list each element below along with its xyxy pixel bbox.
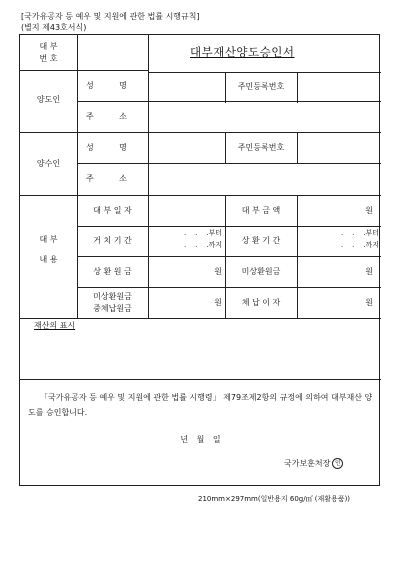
loan-date-label: 대 부 일 자 [93,206,132,215]
loan-amount-label: 대 부 금 액 [241,206,281,215]
approval-date: 년 월 일 [180,435,221,444]
authority-signature [284,458,343,469]
transferor-rrn-label: 주민등록번호 [237,82,285,91]
grace-period-to[interactable]: . . .까지 [179,241,222,249]
repayment-period-to[interactable]: . . .까지 [336,241,379,249]
loan-amount-unit: 원 [365,206,373,215]
transferor-name-label: 성 명 [86,81,127,90]
overdue-interest-unit: 원 [365,298,373,307]
approval-statement: 「국가유공자 등 예우 및 지원에 관한 법률 시행령」 제79조제2항의 규정에 의하여 대부재산 양도를 승인합니다. [28,393,373,417]
transferee-address-label: 주 소 [86,174,127,183]
document-title: 대부재산양도승인서 [190,45,295,59]
repaid-principal-unit: 원 [214,267,222,276]
regulation-header: [국가유공자 등 예우 및 지원에 관한 법률 시행규칙] [21,12,200,21]
transferor-address-label: 주 소 [86,112,127,121]
approval-form [19,34,380,486]
authority-name: 국가보훈처장 [284,459,331,468]
unpaid-principal-label: 미상환원금 [241,267,281,276]
grace-period-from[interactable]: . . .부터 [179,229,222,237]
paper-spec: 210mm×297mm(일반용지 60g/㎡ (재활용품)) [198,495,351,503]
transferee-rrn-label: 주민등록번호 [237,143,285,152]
property-display-label: 재산의 표시 [34,321,76,330]
transferor-label: 양도인 [36,95,61,104]
repaid-principal-label: 상 환 원 금 [93,267,132,276]
property-display-field[interactable] [34,334,369,376]
form-number: (별지 제43호서식) [21,23,87,32]
repayment-period-from[interactable]: . . .부터 [336,229,379,237]
transferee-label: 양수인 [36,159,61,168]
repayment-period-label: 상 환 기 간 [241,236,281,245]
seal-icon: 인 [332,458,343,469]
unpaid-principal-interest-unit: 원 [214,298,222,307]
overdue-interest-label: 체 납 이 자 [241,298,281,307]
loan-contents-label: 대 부 내 용 [39,235,58,264]
unpaid-principal-unit: 원 [365,267,373,276]
unpaid-principal-interest-label: 미상환원금 중체납원금 [93,292,132,313]
grace-period-label: 거 치 기 간 [93,236,132,245]
loan-number-label: 대 부 번 호 [39,42,58,63]
transferee-name-label: 성 명 [86,143,127,152]
